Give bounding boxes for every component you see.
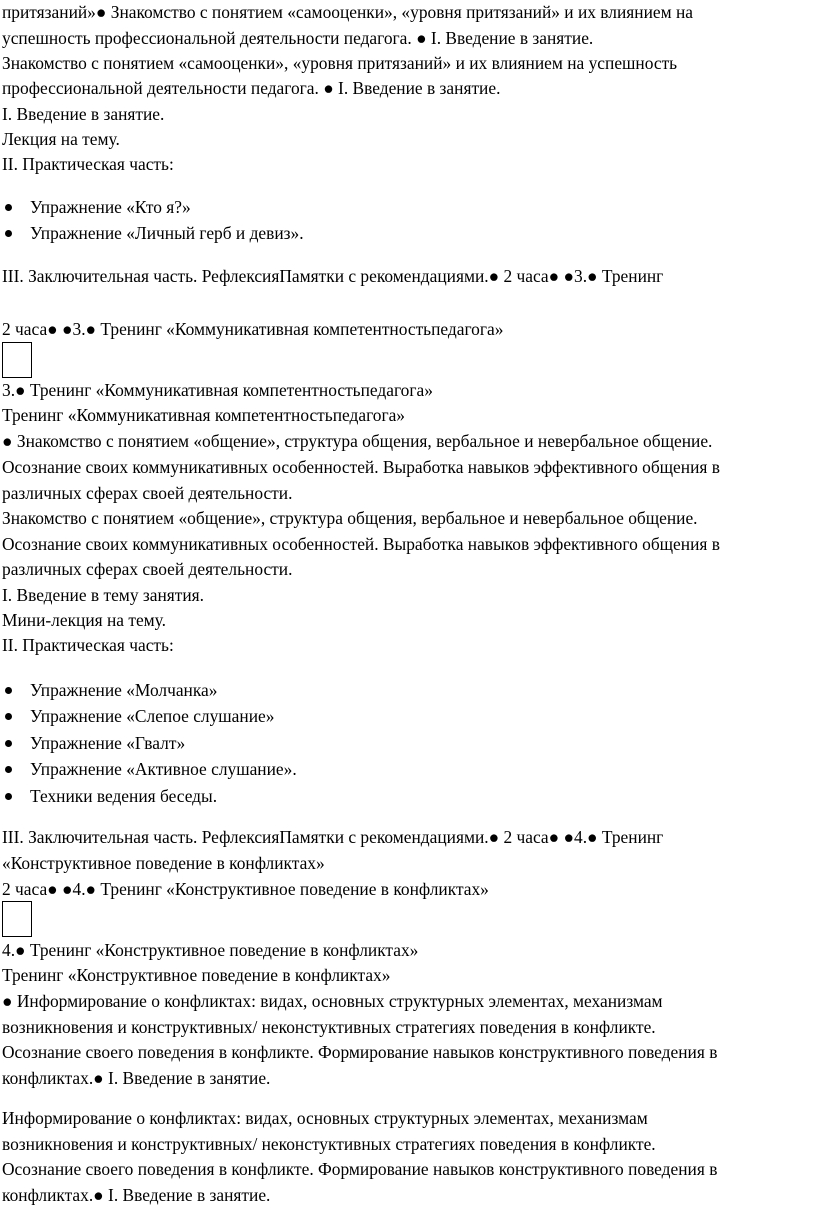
image-placeholder <box>2 342 32 378</box>
text-line: II. Практическая часть: <box>2 154 174 174</box>
text-line: Знакомство с понятием «общение», структура общения, вербальное и невербальное общение. <box>2 508 698 528</box>
text-line: притязаний»● Знакомство с понятием «самооценки», «уровня притязаний» и их влиянием на <box>2 2 693 22</box>
text-line: Знакомство с понятием «самооценки», «уровня притязаний» и их влиянием на успешность <box>2 53 678 73</box>
text-line: I. Введение в занятие. <box>2 104 165 124</box>
text-line: III. Заключительная часть. РефлексияПамятки с рекомендациями.● 2 часа● ●3.● Тренинг <box>2 266 664 286</box>
text-line: возникновения и конструктивных/ неконстуктивных стратегиях поведения в конфликте. <box>2 1134 656 1154</box>
text-line: профессиональной деятельности педагога. ● I. Введение в занятие. <box>2 78 501 98</box>
list-item: Упражнение «Молчанка» <box>30 680 218 700</box>
text-line: успешность профессиональной деятельности педагога. ● I. Введение в занятие. <box>2 28 594 48</box>
list-item: Упражнение «Кто я?» <box>30 197 191 217</box>
list-item: Упражнение «Слепое слушание» <box>30 706 275 726</box>
text-line: конфликтах.● I. Введение в занятие. <box>2 1068 271 1088</box>
text-line: 2 часа● ●4.● Тренинг «Конструктивное поведение в конфликтах» <box>2 879 489 899</box>
text-line: различных сферах своей деятельности. <box>2 483 293 503</box>
text-line: II. Практическая часть: <box>2 635 174 655</box>
text-line: Осознание своих коммуникативных особенностей. Выработка навыков эффективного общения в <box>2 457 720 477</box>
text-line: Тренинг «Коммуникативная компетентностьпедагога» <box>2 405 406 425</box>
text-line: различных сферах своей деятельности. <box>2 559 293 579</box>
bullet-icon <box>5 793 12 800</box>
list-item: Упражнение «Активное слушание». <box>30 759 297 779</box>
bullet-icon <box>5 687 12 694</box>
bullet-icon <box>5 713 12 720</box>
text-line: III. Заключительная часть. РефлексияПамятки с рекомендациями.● 2 часа● ●4.● Тренинг <box>2 827 664 847</box>
text-line: ● Знакомство с понятием «общение», структура общения, вербальное и невербальное общение. <box>2 431 713 451</box>
text-line: Мини-лекция на тему. <box>2 610 166 630</box>
text-line: Осознание своего поведения в конфликте. Формирование навыков конструктивного поведения в <box>2 1042 718 1062</box>
text-line: 3.● Тренинг «Коммуникативная компетентностьпедагога» <box>2 380 433 400</box>
bullet-icon <box>5 766 12 773</box>
list-item: Упражнение «Гвалт» <box>30 733 186 753</box>
text-line: 2 часа● ●3.● Тренинг «Коммуникативная компетентностьпедагога» <box>2 319 504 339</box>
text-line: Лекция на тему. <box>2 129 120 149</box>
text-line: I. Введение в тему занятия. <box>2 585 205 605</box>
bullet-icon <box>5 230 12 237</box>
image-placeholder <box>2 901 32 937</box>
text-line: 4.● Тренинг «Конструктивное поведение в конфликтах» <box>2 940 419 960</box>
bullet-icon <box>5 740 12 747</box>
text-line: возникновения и конструктивных/ неконстуктивных стратегиях поведения в конфликте. <box>2 1017 656 1037</box>
text-line: конфликтах.● I. Введение в занятие. <box>2 1185 271 1205</box>
text-line: ● Информирование о конфликтах: видах, основных структурных элементах, механизмам <box>2 991 663 1011</box>
text-line: Осознание своего поведения в конфликте. Формирование навыков конструктивного поведения в <box>2 1159 718 1179</box>
text-line: Информирование о конфликтах: видах, основных структурных элементах, механизмам <box>2 1108 648 1128</box>
list-item: Техники ведения беседы. <box>30 786 218 806</box>
list-item: Упражнение «Личный герб и девиз». <box>30 223 304 243</box>
text-line: Осознание своих коммуникативных особенностей. Выработка навыков эффективного общения в <box>2 534 720 554</box>
text-line: «Конструктивное поведение в конфликтах» <box>2 853 325 873</box>
text-line: Тренинг «Конструктивное поведение в конфликтах» <box>2 965 391 985</box>
bullet-icon <box>5 204 12 211</box>
